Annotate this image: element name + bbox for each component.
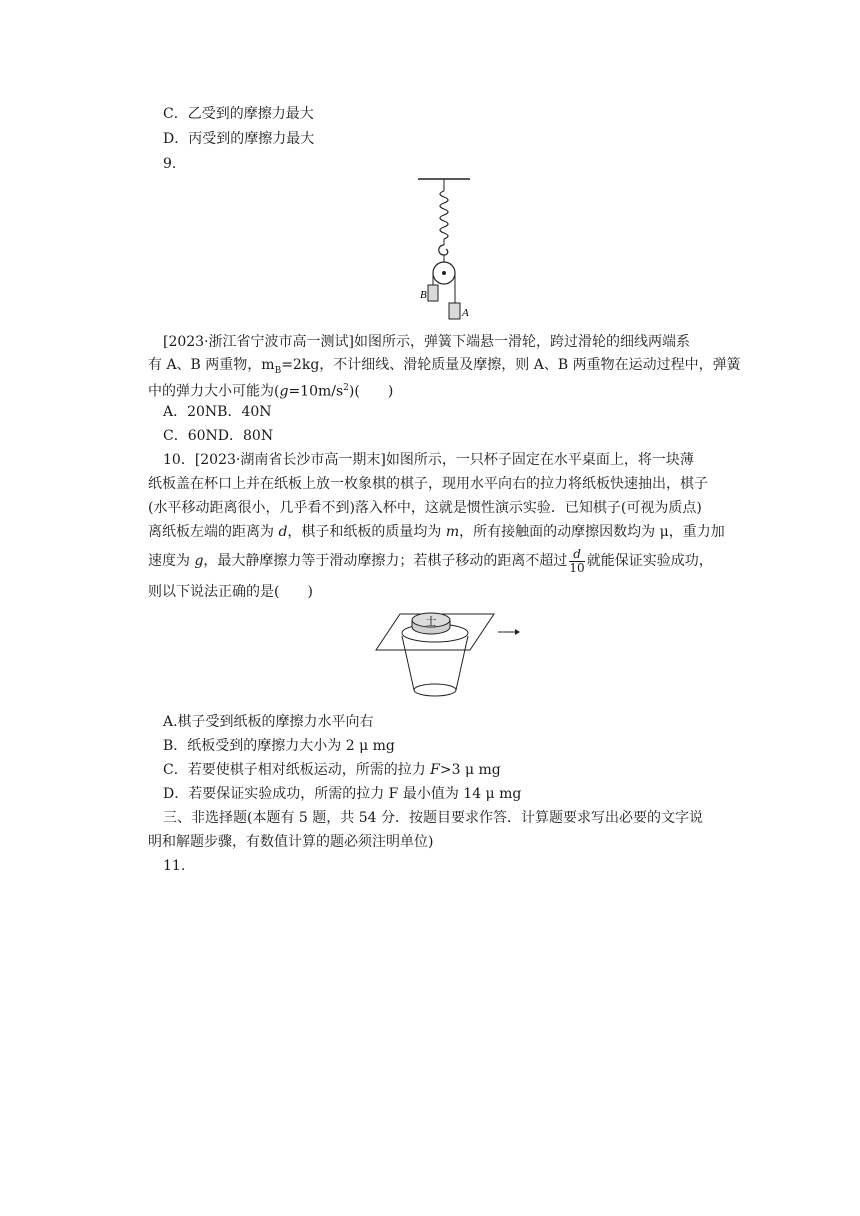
option-c-prev: C．乙受到的摩擦力最大 xyxy=(163,106,314,122)
question-10-line5: 速度为 g，最大静摩擦力等于滑动摩擦力；若棋子移动的距离不超过 $\frac{d}{10}$ 就能保证实验成功， xyxy=(148,546,713,575)
question-10-line3: (水平移动距离很小，几乎看不到)落入杯中，这就是惯性演示实验．已知棋子(可视为质点) xyxy=(148,500,702,516)
label-a: A xyxy=(462,307,469,319)
question-9-number: 9. xyxy=(163,156,177,172)
question-10-option-d: D．若要保证实验成功，所需的拉力 F 最小值为 14 μ mg xyxy=(163,786,522,802)
section-3-heading-line2: 明和解题步骤，有数值计算的题必须注明单位) xyxy=(148,834,434,850)
question-9-stem-line1: [2023·浙江省宁波市高一测试]如图所示，弹簧下端悬一滑轮，跨过滑轮的细线两端系 xyxy=(163,334,691,350)
chess-character: 士 xyxy=(425,615,437,628)
question-10-line6: 则以下说法正确的是( ) xyxy=(148,584,313,600)
question-10-option-b: B．纸板受到的摩擦力大小为 2 μ mg xyxy=(163,738,395,754)
question-10-line2: 纸板盖在杯口上并在纸板上放一枚象棋的棋子，现用水平向右的拉力将纸板快速抽出，棋子 xyxy=(148,476,708,492)
section-3-heading-line1: 三、非选择题(本题有 5 题，共 54 分．按题目要求作答．计算题要求写出必要的文字说 xyxy=(163,810,703,826)
question-10-line1: 10．[2023·湖南省长沙市高一期末]如图所示，一只杯子固定在水平桌面上，将一块薄 xyxy=(163,452,694,468)
cup-paper-chess-figure xyxy=(370,608,520,704)
question-9-stem-line3: 中的弹力大小可能为$(g=10m/s^2)$( ) xyxy=(148,383,394,400)
option-d-prev: D．丙受到的摩擦力最大 xyxy=(163,131,315,147)
fraction-d-over-10: $\frac{d}{10}$ xyxy=(569,546,585,575)
question-9-stem-line2: 有 A、B 两重物，$m_B=2kg$，不计细线、滑轮质量及摩擦，则 A、B 两重物在运动过程中，弹簧 xyxy=(148,357,741,376)
pulley-spring-figure xyxy=(410,175,482,325)
question-10-line4: 离纸板左端的距离为 d，棋子和纸板的质量均为 m，所有接触面的动摩擦因数均为 μ，重力加 xyxy=(148,524,725,540)
question-11-number: 11. xyxy=(163,858,186,874)
question-9-options-cd: C．60ND．80N xyxy=(163,428,274,444)
label-b: B xyxy=(420,289,427,301)
question-9-options-ab: A．20NB．40N xyxy=(163,404,272,420)
question-10-option-a: A.棋子受到纸板的摩擦力水平向右 xyxy=(163,714,374,730)
question-10-option-c: C．若要使棋子相对纸板运动，所需的拉力 F>3 μ mg xyxy=(163,762,501,778)
